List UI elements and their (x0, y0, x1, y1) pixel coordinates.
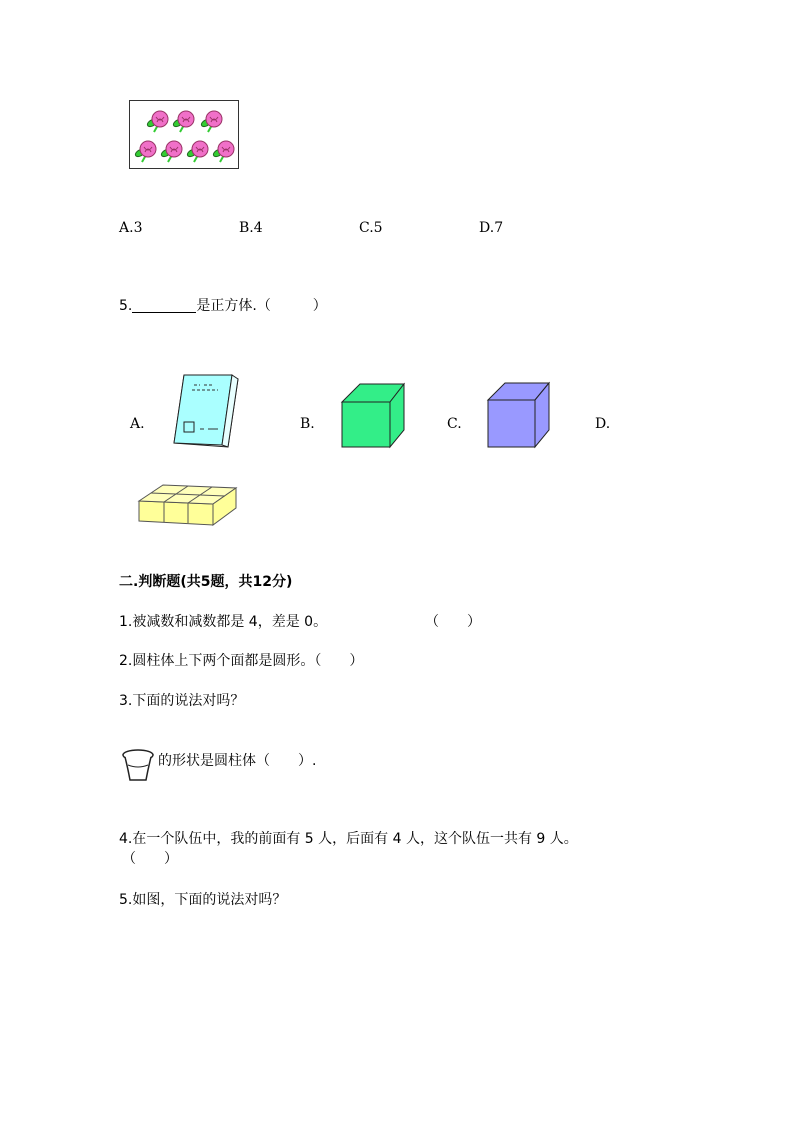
q5-option-d-label: D. (595, 416, 611, 432)
book-image (170, 373, 240, 451)
q5-number: 5. (119, 298, 133, 314)
flower-icon (172, 111, 194, 132)
judge-item-1: 1.被减数和减数都是 4，差是 0。 (119, 614, 328, 630)
flower-icon (134, 141, 156, 162)
judge-item-2: 2.圆柱体上下两个面都是圆形。（ ） (119, 653, 364, 669)
judge-item-1-bracket: （ ） (425, 614, 481, 630)
flower-icon (146, 111, 168, 132)
yellow-box-image (138, 484, 238, 526)
q5-blank (132, 298, 196, 313)
section-title: 二.判断题(共5题，共12分) (119, 574, 293, 590)
flower-icon (186, 141, 208, 162)
q4-option-c: C.5 (359, 220, 383, 236)
judge-item-4-bracket: （ ） (122, 851, 178, 867)
flower-icon (200, 111, 222, 132)
judge-item-3: 3.下面的说法对吗？ (119, 693, 245, 709)
flower-picture-svg (130, 101, 238, 168)
cup-icon (120, 747, 156, 783)
q5-bracket: （ ） (256, 298, 327, 314)
judge-item-3-subtext: 的形状是圆柱体（ ）. (158, 753, 317, 769)
q4-option-a: A.3 (119, 220, 143, 236)
flower-icon (160, 141, 182, 162)
judge-item-5: 5.如图，下面的说法对吗？ (119, 892, 287, 908)
flower-icon (212, 141, 234, 162)
q5-option-b-label: B. (300, 416, 315, 432)
q5-option-c-label: C. (447, 416, 462, 432)
q5-question (119, 295, 327, 315)
purple-cube-image (487, 382, 551, 448)
green-cube-image (340, 382, 406, 448)
q4-option-b: B.4 (239, 220, 263, 236)
flower-picture (129, 100, 239, 169)
judge-item-4: 4.在一个队伍中，我的前面有 5 人，后面有 4 人，这个队伍一共有 9 人。 (119, 831, 578, 847)
q5-text: 是正方体. (196, 298, 257, 314)
q5-option-a-label: A. (130, 416, 145, 432)
q4-option-d: D.7 (479, 220, 504, 236)
